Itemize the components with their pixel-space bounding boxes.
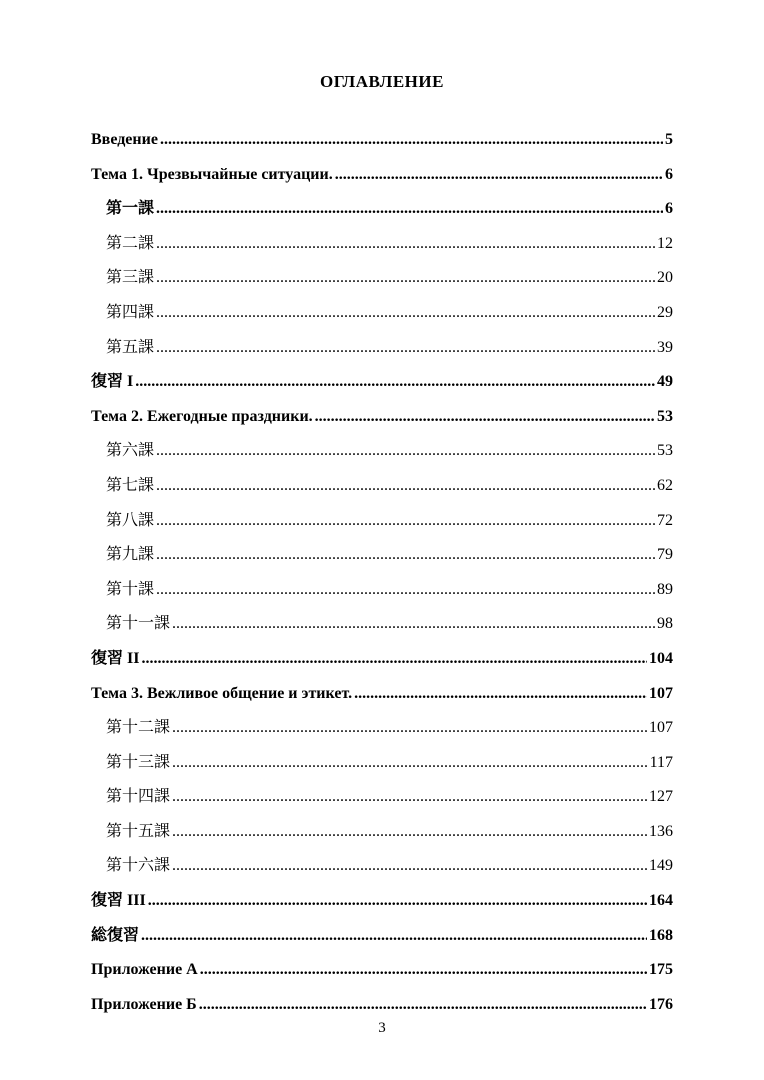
toc-entry-page: 168 [649, 926, 673, 944]
toc-entry-lesson-4[interactable] [91, 301, 673, 336]
toc-entry-lesson-12[interactable] [91, 716, 673, 751]
toc-entry-label: 復習 I [91, 373, 134, 391]
toc-entry-label: 第五課 [106, 338, 155, 356]
toc-entry-label: Тема 2. Ежегодные праздники. [91, 407, 313, 425]
toc-entry-page: 12 [657, 234, 673, 252]
dot-leader [172, 820, 647, 844]
toc-entry-label: 第十五課 [106, 822, 171, 840]
toc-entry-page: 127 [649, 788, 673, 806]
toc-entry-page: 149 [649, 857, 673, 875]
dot-leader [172, 716, 647, 740]
dot-leader [141, 924, 647, 948]
toc-entry-lesson-2[interactable] [91, 232, 673, 267]
toc-entry-review-2[interactable] [91, 647, 673, 682]
toc-entry-label: 第八課 [106, 511, 155, 529]
dot-leader [156, 232, 655, 256]
page-number: 3 [378, 1020, 386, 1036]
dot-leader [141, 647, 647, 671]
dot-leader [156, 474, 655, 498]
toc-entry-label: 第十三課 [106, 753, 171, 771]
toc-entry-page: 175 [649, 961, 673, 979]
dot-leader [135, 370, 655, 394]
dot-leader [156, 301, 655, 325]
toc-entry-page: 53 [657, 407, 673, 425]
toc-entry-label: 総復習 [91, 926, 140, 944]
toc-entry-topic-2[interactable] [91, 405, 673, 440]
dot-leader [148, 889, 647, 913]
toc-entry-lesson-16[interactable] [91, 854, 673, 889]
toc-entry-page: 72 [657, 511, 673, 529]
toc-entry-label: 第十四課 [106, 788, 171, 806]
toc-entry-lesson-6[interactable] [91, 439, 673, 474]
dot-leader [172, 785, 647, 809]
toc-entry-lesson-1[interactable] [91, 197, 673, 232]
toc-entry-label: 第六課 [106, 442, 155, 460]
toc-entry-page: 164 [649, 892, 673, 910]
toc-entry-page: 6 [665, 200, 673, 218]
toc-entry-page: 29 [657, 303, 673, 321]
toc-entry-page: 107 [649, 719, 673, 737]
toc-entry-label: 第二課 [106, 234, 155, 252]
toc-entry-lesson-9[interactable] [91, 543, 673, 578]
dot-leader [172, 612, 655, 636]
toc-entry-lesson-8[interactable] [91, 509, 673, 544]
toc-entry-lesson-5[interactable] [91, 336, 673, 371]
toc-entry-general-review[interactable] [91, 924, 673, 959]
toc-entry-label: Тема 3. Вежливое общение и этикет. [91, 684, 353, 702]
toc-entry-label: 第七課 [106, 476, 155, 494]
dot-leader [199, 993, 647, 1017]
dot-leader [156, 543, 655, 567]
dot-leader [172, 854, 647, 878]
dot-leader [172, 751, 648, 775]
dot-leader [156, 439, 655, 463]
toc-entry-page: 79 [657, 546, 673, 564]
toc-entry-lesson-14[interactable] [91, 785, 673, 820]
toc-entry-review-3[interactable] [91, 889, 673, 924]
toc-entry-label: 第一課 [106, 200, 155, 218]
toc-entry-page: 107 [649, 684, 673, 702]
dot-leader [200, 958, 647, 982]
toc-entry-label: 第四課 [106, 303, 155, 321]
toc-entry-page: 49 [657, 373, 673, 391]
toc-entry-page: 5 [665, 131, 673, 148]
table-of-contents [91, 128, 673, 1027]
toc-entry-topic-1[interactable] [91, 163, 673, 198]
toc-entry-label: 第九課 [106, 546, 155, 564]
toc-entry-page: 39 [657, 338, 673, 356]
toc-entry-page: 6 [665, 165, 673, 183]
dot-leader [156, 336, 655, 360]
toc-entry-lesson-11[interactable] [91, 612, 673, 647]
toc-entry-page: 53 [657, 442, 673, 460]
toc-entry-lesson-13[interactable] [91, 751, 673, 786]
dot-leader [335, 163, 663, 187]
dot-leader [156, 266, 655, 290]
toc-entry-lesson-3[interactable] [91, 266, 673, 301]
toc-entry-label: 第十二課 [106, 719, 171, 737]
dot-leader [354, 682, 647, 706]
toc-entry-appendix-a[interactable] [91, 958, 673, 993]
page-title: ОГЛАВЛЕНИЕ [320, 72, 444, 91]
toc-entry-page: 117 [649, 753, 673, 771]
dot-leader [156, 509, 655, 533]
toc-entry-label: Тема 1. Чрезвычайные ситуации. [91, 165, 333, 183]
toc-entry-lesson-10[interactable] [91, 578, 673, 613]
dot-leader [156, 197, 663, 221]
toc-entry-lesson-15[interactable] [91, 820, 673, 855]
toc-entry-label: Приложение Б [91, 995, 197, 1013]
dot-leader [156, 578, 655, 602]
toc-entry-lesson-7[interactable] [91, 474, 673, 509]
toc-entry-label: 復習 II [91, 649, 140, 667]
toc-entry-page: 20 [657, 269, 673, 287]
toc-entry-review-1[interactable] [91, 370, 673, 405]
dot-leader [160, 128, 663, 152]
toc-entry-topic-3[interactable] [91, 682, 673, 717]
toc-entry-label: 第十六課 [106, 857, 171, 875]
toc-entry-label: 第十一課 [106, 615, 171, 633]
toc-entry-page: 98 [657, 615, 673, 633]
dot-leader [315, 405, 655, 429]
toc-entry-label: 第十課 [106, 580, 155, 598]
toc-entry-page: 89 [657, 580, 673, 598]
toc-entry-introduction[interactable] [91, 128, 673, 163]
toc-entry-page: 62 [657, 476, 673, 494]
toc-entry-page: 176 [649, 995, 673, 1013]
toc-entry-label: 第三課 [106, 269, 155, 287]
toc-entry-label: 復習 III [91, 892, 146, 910]
toc-entry-label: Введение [91, 131, 158, 148]
toc-entry-label: Приложение А [91, 961, 198, 979]
toc-entry-page: 136 [649, 822, 673, 840]
toc-entry-page: 104 [649, 649, 673, 667]
